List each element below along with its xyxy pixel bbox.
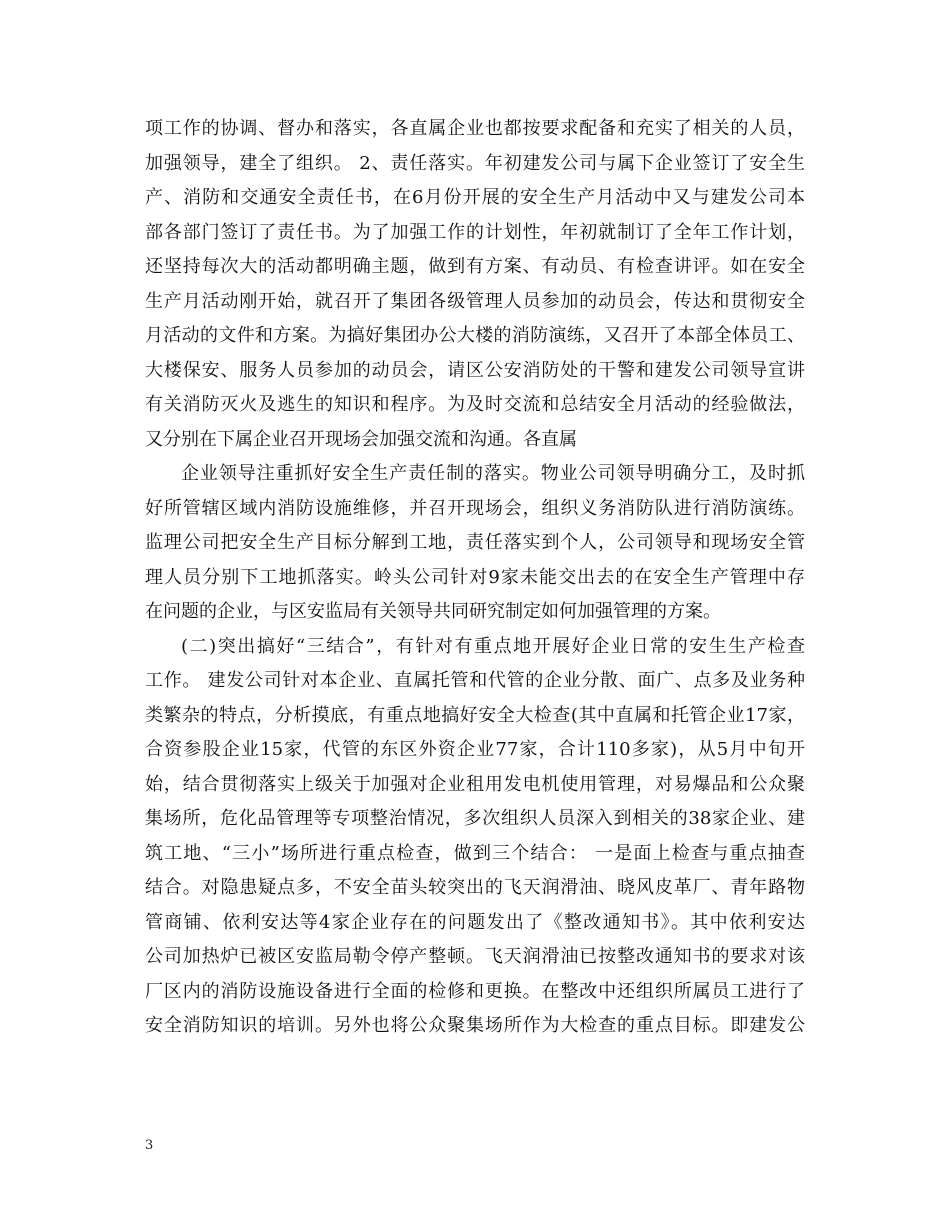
text-line: 类繁杂的特点，分析摸底，有重点地搞好安全大检查(其中直属和托管企业17家， <box>145 704 805 726</box>
text-line: 有关消防灭火及逃生的知识和程序。为及时交流和总结安全月活动的经验做法， <box>145 394 805 415</box>
text-line: 管商铺、依利安达等4家企业存在的问题发出了《整改通知书》。其中依利安达 <box>145 911 805 933</box>
text-line: 月活动的文件和方案。为搞好集团办公大楼的消防演练，又召开了本部全体员工、 <box>145 325 805 346</box>
page-number: 3 <box>145 1138 154 1153</box>
text-line: 合资参股企业15家，代管的东区外资企业77家，合计110多家)，从5月中旬开 <box>145 739 805 760</box>
text-line: 安全消防知识的培训。另外也将公众聚集场所作为大检查的重点目标。即建发公 <box>145 1015 805 1036</box>
text-line: 生产月活动刚开始，就召开了集团各级管理人员参加的动员会，传达和贯彻安全 <box>145 290 805 312</box>
text-line: 厂区内的消防设施设备进行全面的检修和更换。在整改中还组织所属员工进行了 <box>145 980 805 1002</box>
text-line: (二)突出搞好“三结合”，有针对有重点地开展好企业日常的安生生产检查 <box>181 635 805 657</box>
text-line: 监理公司把安全生产目标分解到工地，责任落实到个人，公司领导和现场安全管 <box>145 532 805 553</box>
text-line: 集场所，危化品管理等专项整治情况，多次组织人员深入到相关的38家企业、建 <box>145 808 805 829</box>
text-line: 好所管辖区域内消防设施维修，并召开现场会，组织义务消防队进行消防演练。 <box>145 497 805 519</box>
text-line: 部各部门签订了责任书。为了加强工作的计划性，年初就制订了全年工作计划， <box>145 221 805 243</box>
text-line: 在问题的企业，与区安监局有关领导共同研究制定如何加强管理的方案。 <box>145 601 721 622</box>
text-line: 企业领导注重抓好安全生产责任制的落实。物业公司领导明确分工，及时抓 <box>181 463 805 484</box>
body-text <box>145 112 805 1044</box>
text-line: 结合。对隐患疑点多，不安全苗头较突出的飞天润滑油、晓风皮革厂、青年路物 <box>145 877 805 898</box>
text-line: 始，结合贯彻落实上级关于加强对企业租用发电机使用管理，对易爆品和公众聚 <box>145 773 805 795</box>
text-line: 筑工地、“三小”场所进行重点检查，做到三个结合： 一是面上检查与重点抽查 <box>145 842 805 864</box>
text-line: 还坚持每次大的活动都明确主题，做到有方案、有动员、有检查讲评。如在安全 <box>145 256 805 277</box>
text-line: 大楼保安、服务人员参加的动员会，请区公安消防处的干警和建发公司领导宣讲 <box>145 359 805 381</box>
text-line: 工作。 建发公司针对本企业、直属托管和代管的企业分散、面广、点多及业务种 <box>145 670 805 691</box>
text-line: 理人员分别下工地抓落实。岭头公司针对9家未能交出去的在安全生产管理中存 <box>145 566 805 588</box>
text-line: 产、消防和交通安全责任书，在6月份开展的安全生产月活动中又与建发公司本 <box>145 187 805 208</box>
text-line: 项工作的协调、督办和落实，各直属企业也都按要求配备和充实了相关的人员， <box>145 118 805 139</box>
text-line: 又分别在下属企业召开现场会加强交流和沟通。各直属 <box>145 428 577 450</box>
text-line: 加强领导，建全了组织。 2、责任落实。年初建发公司与属下企业签订了安全生 <box>145 152 805 174</box>
text-line: 公司加热炉已被区安监局勒令停产整顿。飞天润滑油已按整改通知书的要求对该 <box>145 946 805 967</box>
